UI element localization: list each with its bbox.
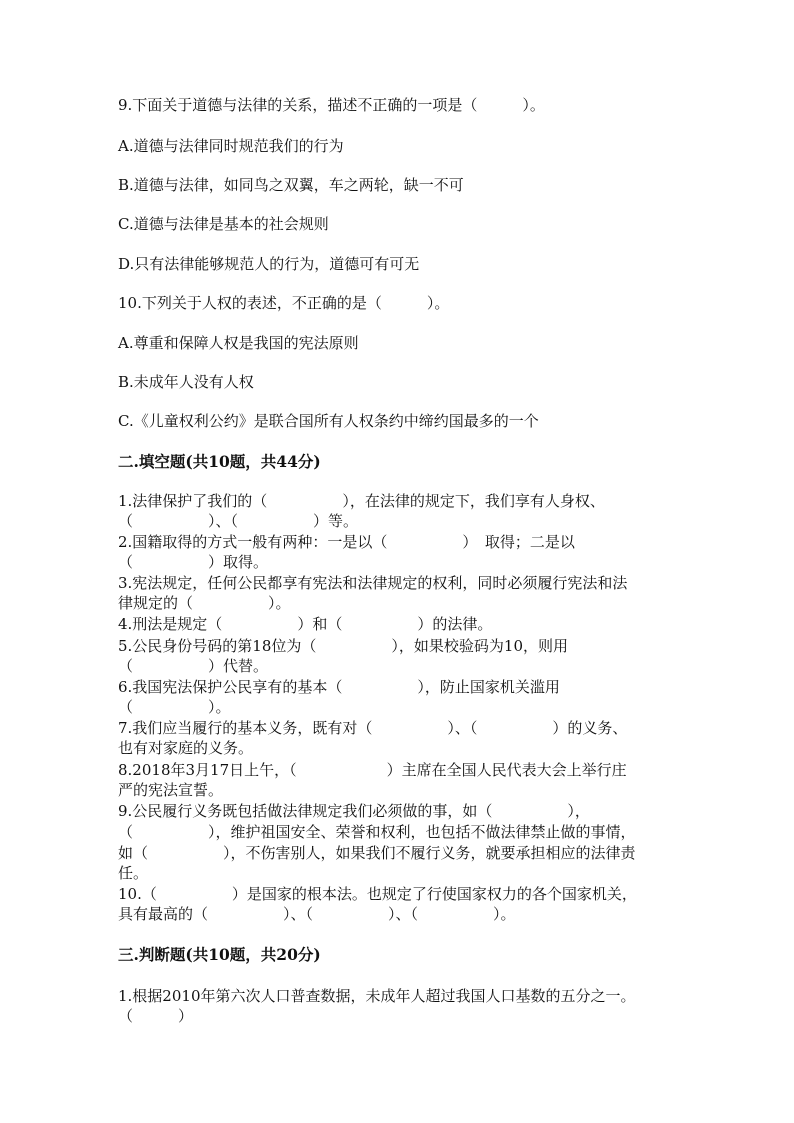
question-9-option-a: A.道德与法律同时规范我们的行为 <box>118 137 344 155</box>
fill-line: 4.刑法是规定（ ）和（ ）的法律。 <box>118 615 493 633</box>
fill-line: 任。 <box>118 864 149 882</box>
fill-line: 如（ ），不伤害别人，如果我们不履行义务，就要承担相应的法律责 <box>118 844 636 862</box>
fill-line: 具有最高的（ ）、（ ）、（ ）。 <box>118 905 516 923</box>
fill-line: 严的宪法宣誓。 <box>118 781 224 799</box>
fill-line: 7.我们应当履行的基本义务，既有对（ ）、（ ）的义务、 <box>118 719 628 737</box>
fill-line: 6.我国宪法保护公民享有的基本（ ），防止国家机关滥用 <box>118 678 560 696</box>
question-10-stem: 10.下列关于人权的表述，不正确的是（ ）。 <box>118 294 450 312</box>
fill-line: （ ），维护祖国安全、荣誉和权利，也包括不做法律禁止做的事情， <box>118 823 636 841</box>
question-10-option-c: C.《儿童权利公约》是联合国所有人权条约中缔约国最多的一个 <box>118 412 539 430</box>
fill-line: （ ）取得。 <box>118 553 269 571</box>
fill-line: （ ）代替。 <box>118 657 269 675</box>
fill-line: 2.国籍取得的方式一般有两种：一是以（ ） 取得；二是以 <box>118 533 575 551</box>
question-9-option-d: D.只有法律能够规范人的行为，道德可有可无 <box>118 255 420 273</box>
fill-line: （ ）。 <box>118 698 231 716</box>
fill-line: 3.宪法规定，任何公民都享有宪法和法律规定的权利，同时必须履行宪法和法 <box>118 574 628 592</box>
fill-line: 律规定的（ ）。 <box>118 594 291 612</box>
section-2-heading: 二.填空题(共10题，共44分) <box>118 452 321 471</box>
question-9-stem: 9.下面关于道德与法律的关系，描述不正确的一项是（ ）。 <box>118 96 545 114</box>
question-10-option-b: B.未成年人没有人权 <box>118 373 254 391</box>
fill-line: 8.2018年3月17日上午，（ ）主席在全国人民代表大会上举行庄 <box>118 761 627 779</box>
fill-line: （ ）、（ ）等。 <box>118 512 359 530</box>
fill-line: 5.公民身份号码的第18位为（ ），如果校验码为10，则用 <box>118 637 568 655</box>
judge-line: （ ） <box>118 1007 194 1025</box>
fill-line: 也有对家庭的义务。 <box>118 739 254 757</box>
question-9-option-c: C.道德与法律是基本的社会规则 <box>118 215 329 233</box>
fill-line: 10.（ ）是国家的根本法。也规定了行使国家权力的各个国家机关， <box>118 885 637 903</box>
question-9-option-b: B.道德与法律，如同鸟之双翼，车之两轮，缺一不可 <box>118 176 464 194</box>
fill-line: 1.法律保护了我们的（ ），在法律的规定下，我们享有人身权、 <box>118 492 605 510</box>
section-3-heading: 三.判断题(共10题，共20分) <box>118 945 321 964</box>
question-10-option-a: A.尊重和保障人权是我国的宪法原则 <box>118 334 359 352</box>
fill-line: 9.公民履行义务既包括做法律规定我们必须做的事，如（ ）， <box>118 802 590 820</box>
judge-line: 1.根据2010年第六次人口普查数据，未成年人超过我国人口基数的五分之一。 <box>118 987 636 1005</box>
